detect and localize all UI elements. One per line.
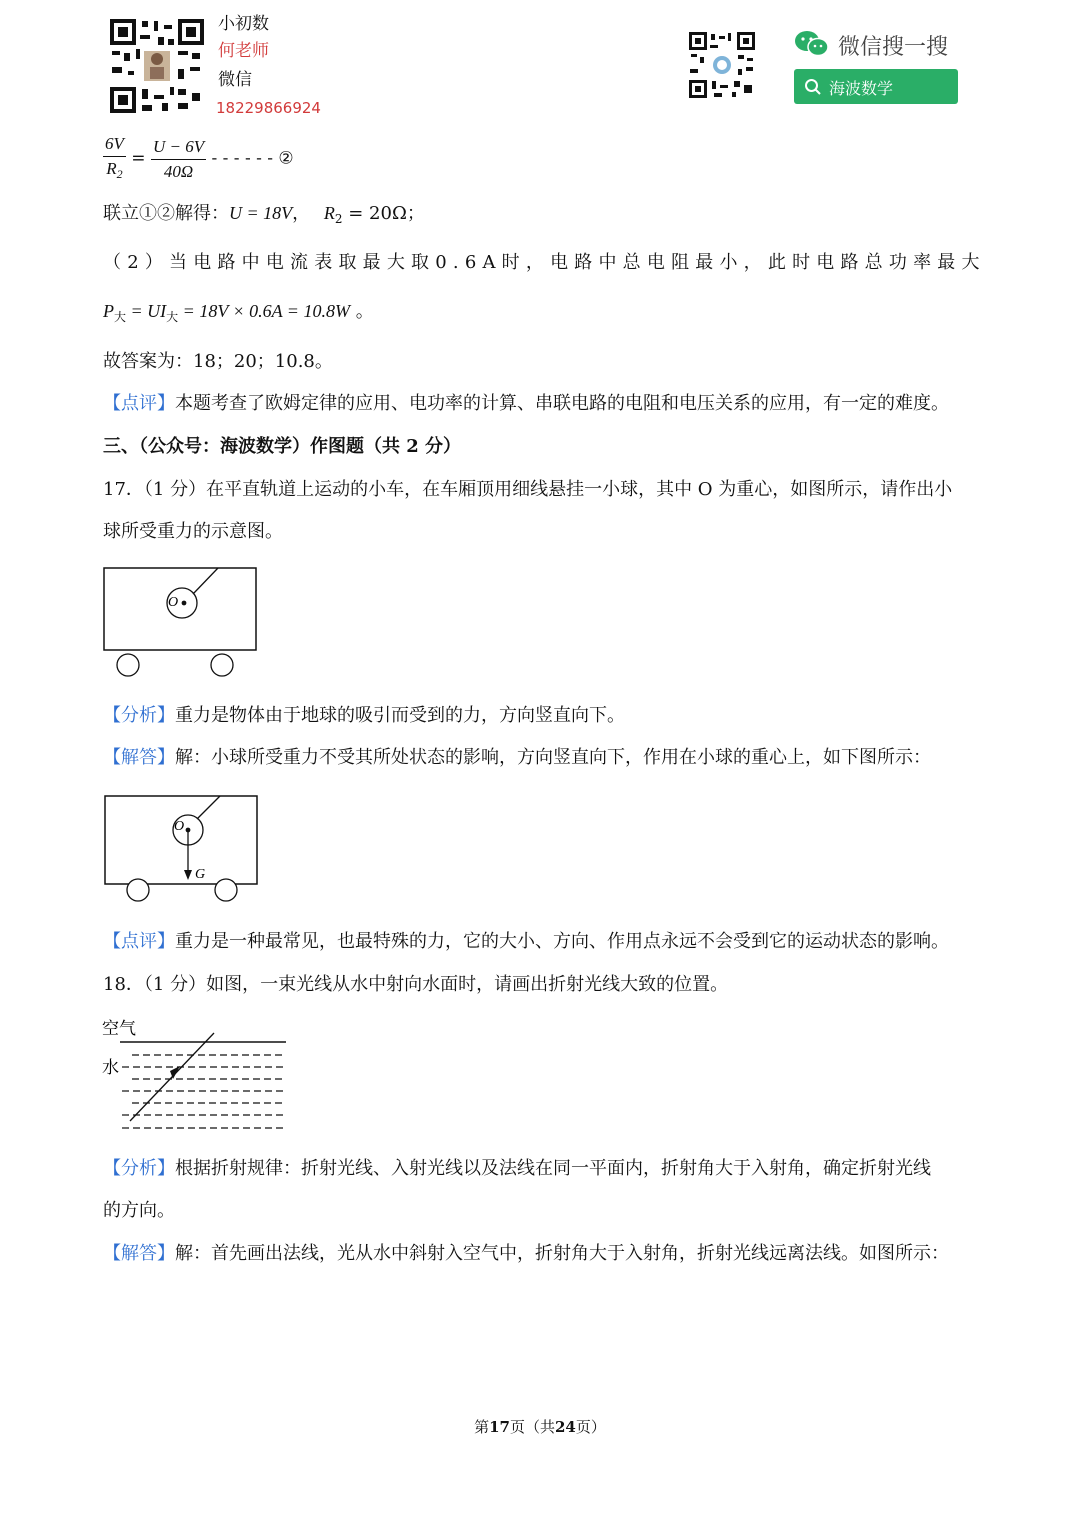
wechat-search-button[interactable] [794,69,958,104]
answer-line: 故答案为：18；20；10.8。 [103,351,333,372]
wheel-right [215,879,237,901]
analysis-18-line-1: 【分析】根据折射规律：折射光线、入射光线以及法线在同一平面内，折射角大于入射角，确定折射光线 [103,1158,931,1179]
question-17-line-1: 17．（1 分）在平直轨道上运动的小车，在车厢顶用细线悬挂一小球，其中 O 为重心，如图所示，请作出小 [103,479,953,500]
arrow-head-icon [184,870,192,880]
label-o: O [174,819,185,834]
cart-body [105,796,257,884]
question-18: 18．（1 分）如图，一束光线从水中射向水面时，请画出折射光线大致的位置。 [103,974,729,995]
wheel-left [127,879,149,901]
page-number: 17 [489,1418,510,1436]
equation-2: $\frac{6V}{R_2}$ = $\frac{U - 6V}{40\Omega}$ - - - - - - ② [103,132,294,186]
cart-body [104,568,256,650]
solve-result-line: 联立①②解得：U = 18V， $R_2 = 20\Omega$； [103,203,425,226]
fraction-right: $\frac{U - 6V}{40\Omega}$ [152,136,205,181]
phone-number: 18229866924 [216,99,321,117]
wheel-right [211,654,233,676]
part-2-text: （2）当电路中电流表取最大取0.6A时，电路中总电阻最小，此时电路总功率最大 [103,252,986,273]
center-point [182,601,187,606]
note-line-3: 微信 [218,70,252,90]
power-formula: $P_大 = UI_大 = 18V \times 0.6A = 10.8W$ 。 [103,301,374,324]
comment-17: 【点评】重力是一种最常见，也最特殊的力，它的大小、方向、作用点永远不会受到它的运动状态的影响。 [103,931,949,952]
solution-17: 【解答】解：小球所受重力不受其所处状态的影响，方向竖直向下，作用在小球的重心上，如下图所示： [103,747,931,768]
label-g: G [195,867,206,882]
label-water: 水 [102,1058,119,1078]
label-air: 空气 [102,1019,136,1039]
note-line-1: 小初数 [218,14,269,34]
contact-qr-code [108,17,206,115]
cart-figure [100,563,262,681]
page-footer: 第17页（共24页） [474,1418,606,1436]
comment-1: 【点评】本题考查了欧姆定律的应用、电功率的计算、串联电路的电阻和电压关系的应用，有一定的难度。 [103,393,949,414]
label-o: O [168,595,179,610]
analysis-18-line-2: 的方向。 [103,1200,175,1221]
question-17-line-2: 球所受重力的示意图。 [103,521,283,542]
wheel-left [117,654,139,676]
wechat-qr-code [688,31,756,99]
wechat-search-button-label: 海波数学 [829,79,894,98]
string-line [197,796,220,819]
solution-18: 【解答】解：首先画出法线，光从水中斜射入空气中，折射角大于入射角，折射光线远离法线。如图所示： [103,1243,949,1264]
incident-ray [130,1033,214,1121]
fraction-left: $\frac{6V}{R_2}$ [105,134,124,181]
water-dashes [122,1055,286,1128]
section-3-heading: 三、（公众号：海波数学）作图题（共 2 分） [103,436,462,457]
search-icon [804,78,822,96]
page-total: 24 [555,1418,576,1436]
comment-tag: 【点评】 [103,393,175,414]
cart-gravity-figure [100,792,264,904]
wechat-logo-icon [794,29,830,59]
analysis-17: 【分析】重力是物体由于地球的吸引而受到的力，方向竖直向下。 [103,705,625,726]
note-line-2: 何老师 [218,41,269,61]
refraction-figure [100,1013,294,1135]
string-line [193,568,218,594]
wechat-search-title: 微信搜一搜 [838,35,949,60]
